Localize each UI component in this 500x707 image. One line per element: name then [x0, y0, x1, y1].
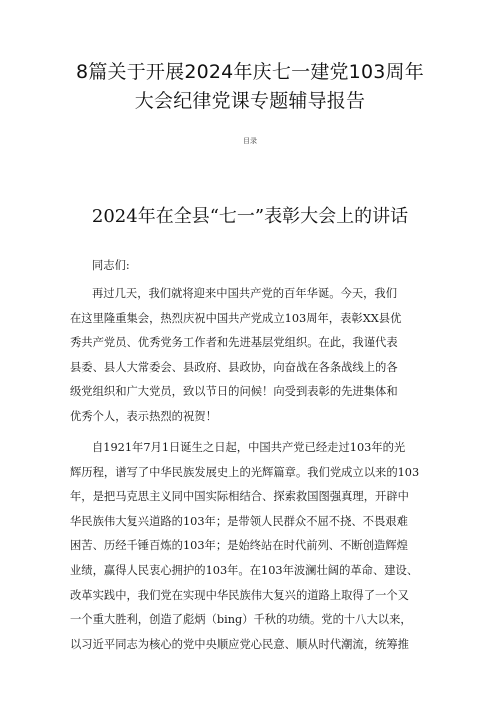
paragraph-line: 秀共产党员、优秀党务工作者和先进基层党组织。在此，我谨代表: [70, 336, 398, 350]
document-title: [60, 58, 440, 116]
paragraph-line: 改革实践中，我们党在实现中华民族伟大复兴的道路上取得了一个又: [70, 588, 409, 602]
section-title: 2024年在全县“七一”表彰大会上的讲话: [91, 206, 409, 227]
salutation-text: 同志们:: [92, 259, 130, 272]
paragraph-line: 以习近平同志为核心的党中央顺应党心民意、顺从时代潮流，统筹推: [70, 637, 409, 651]
paragraph-2: [70, 436, 432, 657]
salutation: [70, 254, 432, 279]
paragraph-line: 级党组织和广大党员，致以节日的问候！向受到表彰的先进集体和: [70, 385, 398, 399]
paragraph-1: [70, 282, 432, 430]
paragraph-line: 再过几天，我们就将迎来中国共产党的百年华诞。今天，我们: [92, 287, 398, 300]
paragraph-line: 一个重大胜利，创造了彪炳（bing）千秋的功绩。党的十八大以来，: [70, 613, 412, 627]
paragraph-line: 优秀个人，表示热烈的祝贺！: [70, 409, 217, 423]
document-title-line: 大会纪律党课专题辅导报告: [134, 90, 366, 112]
paragraph-line: 辉历程，谱写了中华民族发展史上的光辉篇章。我们党成立以来的103: [70, 465, 420, 479]
paragraph-line: 华民族伟大复兴道路的103年；是带领人民群众不屈不挠、不畏艰难: [70, 514, 408, 528]
paragraph-line: 困苦、历经千锤百炼的103年；是始终站在时代前列、不断创造辉煌: [70, 539, 408, 553]
paragraph-line: 业绩，赢得人民衷心拥护的103年。在103年波澜壮阔的革命、建设、: [70, 563, 419, 577]
paragraph-line: 年，是把马克思主义同中国实际相结合、探索救国图强真理，开辟中: [70, 490, 409, 504]
table-of-contents-label: 目录: [243, 137, 257, 145]
document-title-line: 8篇关于开展2024年庆七一建党103周年: [76, 61, 424, 83]
paragraph-line: 自1921年7月1日诞生之日起，中国共产党已经走过103年的光: [92, 441, 406, 454]
paragraph-line: 县委、县人大常委会、县政府、县政协，向奋战在各条战线上的各: [70, 360, 398, 374]
paragraph-line: 在这里隆重集会，热烈庆祝中国共产党成立103周年，表彰XX县优: [70, 311, 402, 325]
